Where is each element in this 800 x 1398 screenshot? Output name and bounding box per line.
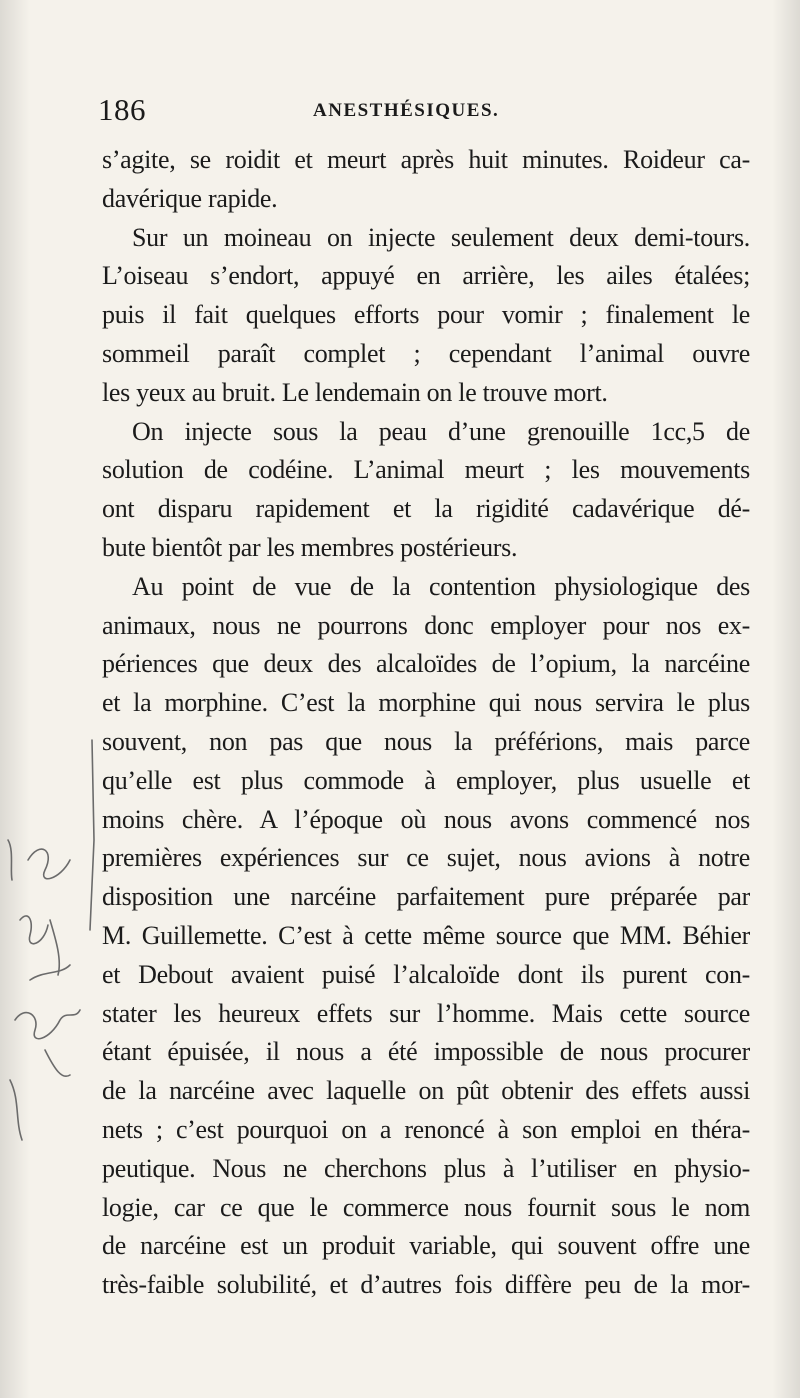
text-line: On injecte sous la peau d’une grenouille 1cc,5 de xyxy=(132,416,750,446)
text-line: disposition une narcéine parfaitement pure préparée par xyxy=(102,882,750,912)
text-line: de narcéine est un produit variable, qui souvent offre une xyxy=(102,1231,750,1261)
text-line: Sur un moineau on injecte seulement deux demi-tours. xyxy=(132,222,750,252)
text-line: L’oiseau s’endort, appuyé en arrière, les ailes étalées; xyxy=(102,261,750,291)
text-line: stater les heureux effets sur l’homme. Mais cette source xyxy=(102,998,750,1028)
text-line: qu’elle est plus commode à employer, plus usuelle et xyxy=(102,765,750,795)
text-line: Au point de vue de la contention physiologique des xyxy=(132,571,750,601)
text-line: puis il fait quelques efforts pour vomir ; finalement le xyxy=(102,300,750,330)
text-line: s’agite, se roidit et meurt après huit minutes. Roideur ca- xyxy=(102,145,750,174)
text-line: périences que deux des alcaloïdes de l’opium, la narcéine xyxy=(102,649,750,679)
text-line: souvent, non pas que nous la préférions, mais parce xyxy=(102,726,750,756)
text-line: moins chère. A l’époque où nous avons commencé nos xyxy=(102,804,750,834)
running-head: ANESTHÉSIQUES. xyxy=(313,100,500,121)
text-line: bute bientôt par les membres postérieurs. xyxy=(102,532,518,562)
text-line: et la morphine. C’est la morphine qui nous servira le plus xyxy=(102,688,750,718)
text-line: peutique. Nous ne cherchons plus à l’utiliser en physio- xyxy=(102,1153,750,1183)
text-line: premières expériences sur ce sujet, nous avions à notre xyxy=(102,843,750,873)
text-line: sommeil paraît complet ; cependant l’animal ouvre xyxy=(102,338,750,368)
text-line: M. Guillemette. C’est à cette même source que MM. Béhier xyxy=(102,920,750,950)
page-header xyxy=(98,92,750,126)
text-line: les yeux au bruit. Le lendemain on le trouve mort. xyxy=(102,377,608,407)
text-line: davérique rapide. xyxy=(102,183,278,213)
text-line: très-faible solubilité, et d’autres fois diffère peu de la mor- xyxy=(102,1270,750,1300)
text-line: et Debout avaient puisé l’alcaloïde dont ils purent con- xyxy=(102,959,750,989)
text-line: de la narcéine avec laquelle on pût obtenir des effets aussi xyxy=(102,1076,750,1106)
page-number: 186 xyxy=(98,92,146,127)
text-line: étant épuisée, il nous a été impossible de nous procurer xyxy=(102,1037,750,1067)
pencil-margin-annotation xyxy=(0,720,100,1220)
text-line: logie, car ce que le commerce nous fournit sous le nom xyxy=(102,1192,750,1222)
text-line: ont disparu rapidement et la rigidité cadavérique dé- xyxy=(102,494,750,524)
pencil-scribble-icon xyxy=(0,720,100,1220)
text-line: animaux, nous ne pourrons donc employer pour nos ex- xyxy=(102,610,750,640)
body-text xyxy=(102,141,750,1305)
text-line: nets ; c’est pourquoi on a renoncé à son emploi en théra- xyxy=(102,1114,750,1144)
text-line: solution de codéine. L’animal meurt ; les mouvements xyxy=(102,455,750,485)
